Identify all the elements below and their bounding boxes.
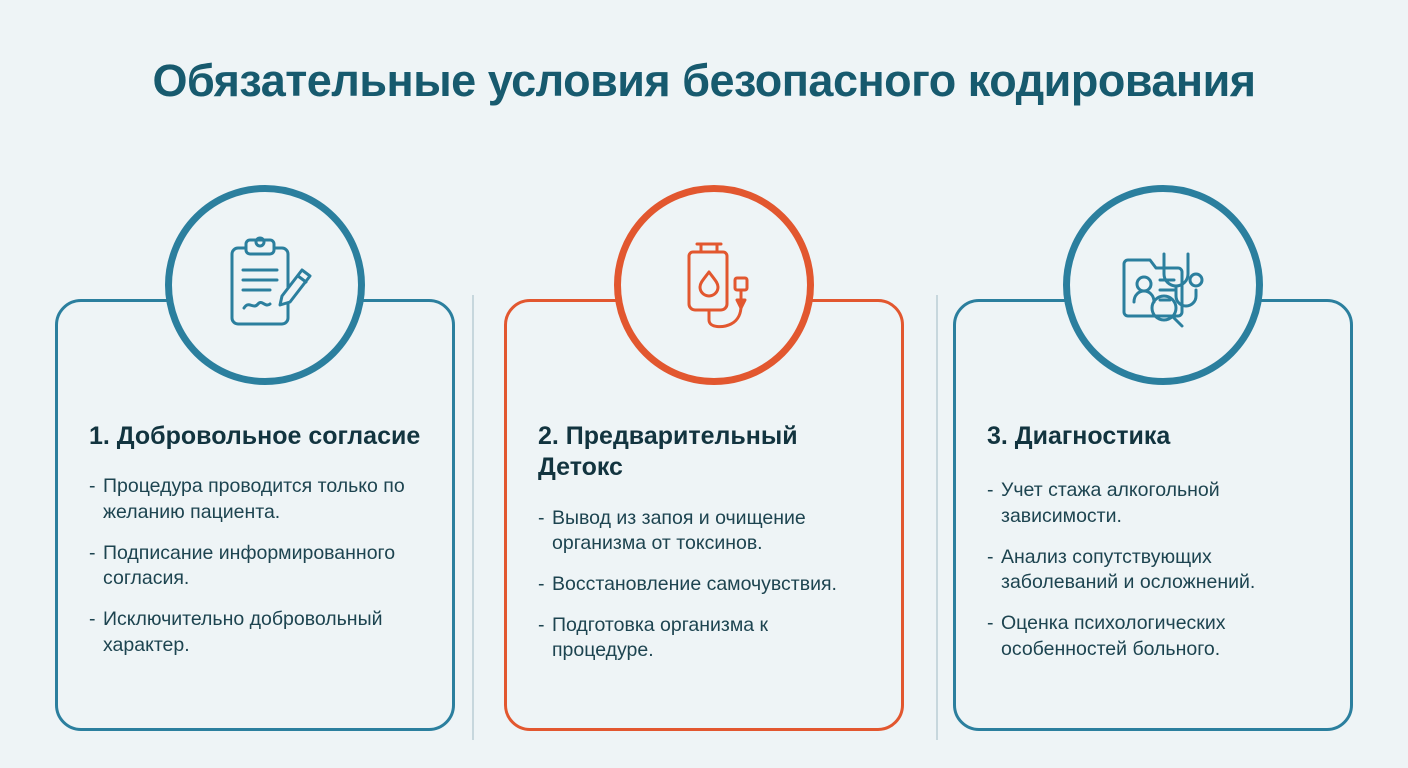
- card-3-content: [953, 385, 1353, 678]
- card-1-bullets: [89, 474, 421, 658]
- list-item: [538, 506, 870, 557]
- icon-circle-1: [165, 185, 365, 385]
- list-item: [89, 474, 421, 525]
- bullet-marker: -: [538, 572, 545, 595]
- bullet-marker: -: [89, 475, 96, 498]
- list-item: [987, 611, 1319, 662]
- clipboard-pen-icon: [210, 230, 320, 340]
- page-title: Обязательные условия безопасного кодирования: [152, 55, 1256, 106]
- list-item-text: Восстановление самочувствия.: [552, 572, 837, 595]
- list-item-text: Исключительно добровольный характер.: [103, 608, 383, 656]
- list-item-text: Подготовка организма к процедуре.: [552, 613, 769, 662]
- column-divider: [472, 295, 474, 740]
- icon-circle-3: [1063, 185, 1263, 385]
- list-item-text: Анализ сопутствующих заболеваний и осложнений.: [1001, 545, 1256, 594]
- medical-record-stethoscope-icon: [1108, 230, 1218, 340]
- columns-container: [0, 185, 1408, 745]
- card-1-title: 1. Добровольное согласие: [89, 422, 421, 450]
- list-item: [987, 478, 1319, 529]
- card-2-content: [504, 385, 904, 679]
- bullet-marker: -: [538, 506, 545, 529]
- column-2: [504, 185, 904, 745]
- bullet-marker: -: [987, 612, 994, 635]
- list-item-text: Вывод из запоя и очищение организма от токсинов.: [552, 506, 806, 555]
- column-divider: [936, 295, 938, 740]
- list-item-text: Оценка психологических особенностей больного.: [1001, 612, 1226, 660]
- column-3: [953, 185, 1353, 745]
- list-item-text: Процедура проводится только по желанию пациента.: [103, 475, 405, 523]
- list-item: [89, 607, 421, 658]
- icon-circle-2: [614, 185, 814, 385]
- list-item: [538, 572, 870, 598]
- bullet-marker: -: [89, 608, 96, 631]
- bullet-marker: -: [89, 541, 96, 564]
- column-1: [55, 185, 455, 745]
- bullet-marker: -: [987, 479, 994, 502]
- card-2-title: 2. Предварительный Детокс: [538, 422, 798, 482]
- bullet-marker: -: [987, 545, 994, 568]
- list-item: [538, 613, 870, 664]
- list-item-text: Учет стажа алкогольной зависимости.: [1001, 479, 1220, 527]
- card-1-content: [55, 385, 455, 674]
- list-item: [987, 545, 1319, 596]
- iv-drip-bag-icon: [659, 230, 769, 340]
- card-3-bullets: [987, 478, 1319, 662]
- bullet-marker: -: [538, 613, 545, 636]
- card-3-title: 3. Диагностика: [987, 422, 1171, 450]
- card-2-bullets: [538, 506, 870, 665]
- list-item: [89, 541, 421, 592]
- list-item-text: Подписание информированного согласия.: [103, 541, 396, 590]
